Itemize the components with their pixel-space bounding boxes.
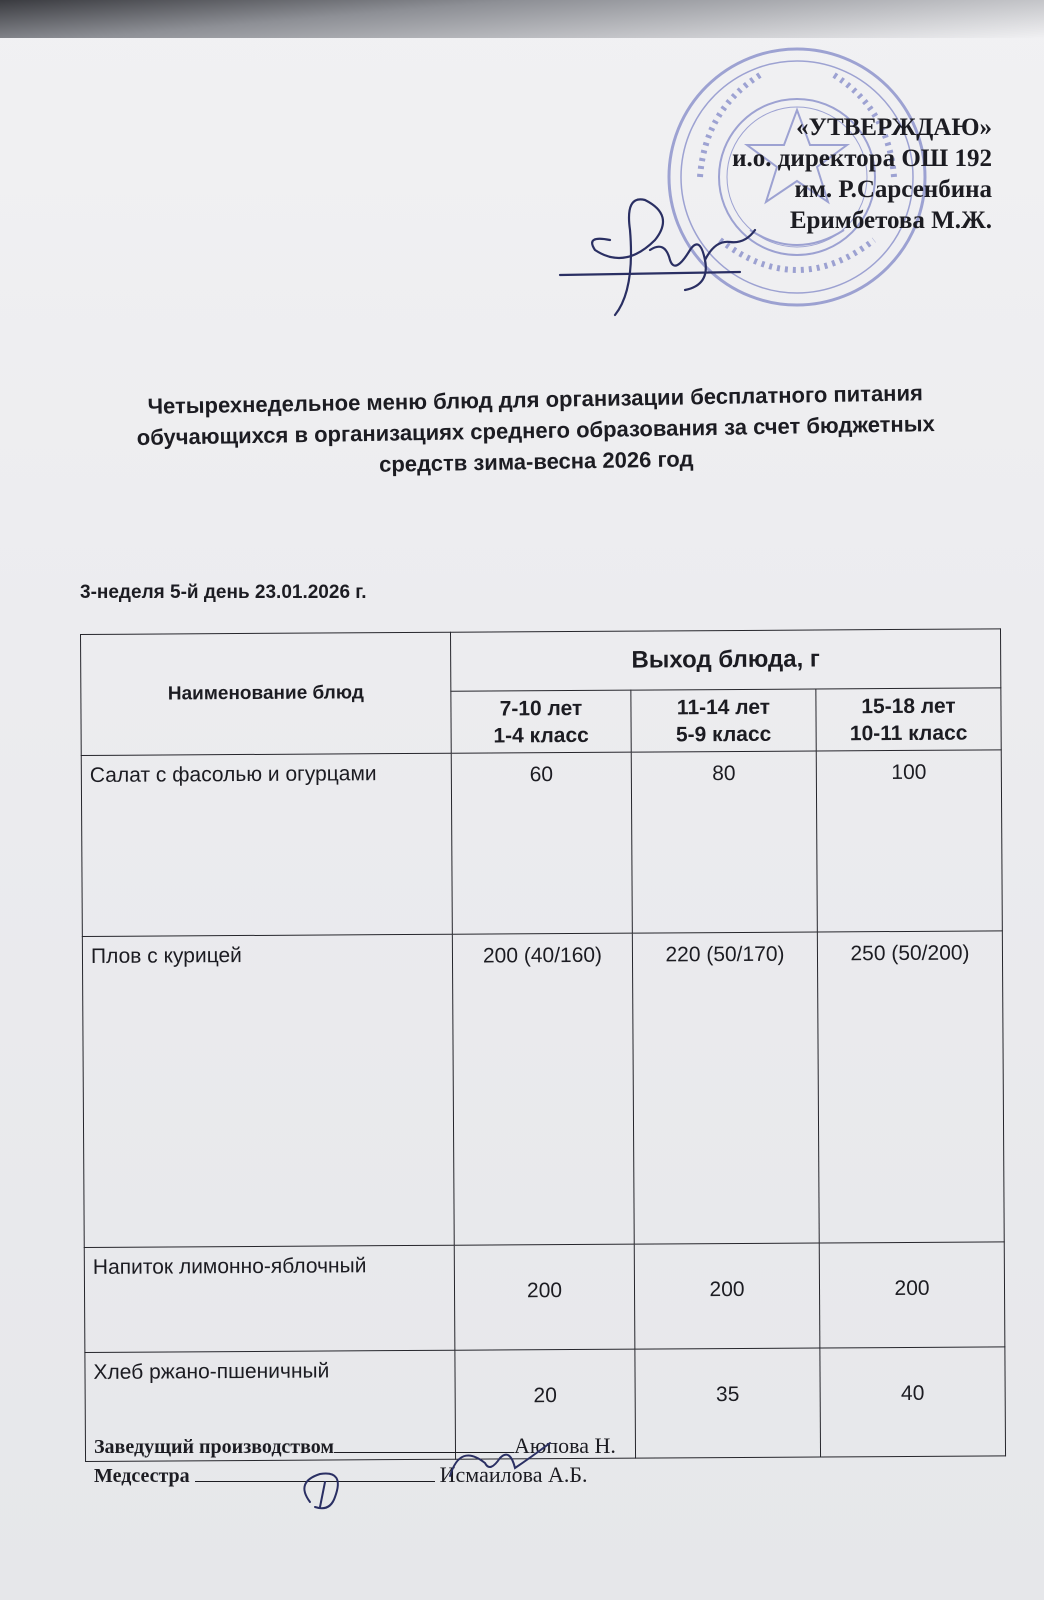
dish-name: Хлеб ржано-пшеничный (85, 1350, 456, 1461)
portion-value: 200 (819, 1242, 1005, 1348)
age-label: 7-10 лет (499, 696, 583, 720)
grade-label: 5-9 класс (675, 722, 772, 746)
table-row (82, 931, 1004, 1248)
binder-edge (0, 0, 1044, 38)
menu-heading (80, 376, 991, 485)
portion-value: 200 (454, 1244, 635, 1350)
portion-value: 250 (50/200) (817, 931, 1004, 1243)
nurse-name: Исмаилова А.Б. (439, 1462, 588, 1487)
grade-label: 10-11 класс (849, 721, 968, 745)
portion-value: 200 (634, 1243, 820, 1349)
director-signature-icon (555, 180, 795, 320)
header-yield: Выход блюда, г (450, 629, 1000, 691)
table-row (84, 1242, 1005, 1353)
head-name: Аюпова Н. (514, 1433, 616, 1458)
grade-label: 1-4 класс (493, 723, 589, 747)
heading-line-3: средств зима-весна 2026 год (378, 446, 694, 477)
header-age-group (631, 689, 816, 752)
menu-table (80, 628, 1006, 1462)
table-row (81, 750, 1002, 937)
portion-value: 35 (635, 1348, 821, 1458)
portion-value: 80 (631, 751, 817, 933)
dish-name: Салат с фасолью и огурцами (81, 753, 452, 936)
heading-line-2: обучающихся в организациях среднего образования за счет бюджетных (136, 411, 935, 451)
approval-school: им. Р.Сарсенбина (794, 176, 992, 203)
day-label: 3-неделя 5-й день 23.01.2026 г. (80, 582, 367, 603)
header-dish-name: Наименование блюд (81, 632, 452, 755)
portion-value: 200 (40/160) (452, 933, 634, 1245)
age-label: 11-14 лет (676, 695, 771, 719)
head-signature-icon (440, 1438, 560, 1488)
portion-value: 60 (451, 752, 632, 934)
dish-name: Напиток лимонно-яблочный (84, 1245, 455, 1352)
approval-position: и.о. директора ОШ 192 (732, 145, 992, 172)
header-age-group (816, 688, 1001, 751)
head-role: Заведущий производством (94, 1436, 335, 1458)
age-label: 15-18 лет (861, 694, 956, 718)
portion-value: 100 (816, 750, 1002, 932)
portion-value: 220 (50/170) (632, 932, 819, 1244)
portion-value: 20 (455, 1349, 636, 1459)
approval-name: Еримбетова М.Ж. (789, 207, 992, 234)
portion-value: 40 (820, 1347, 1006, 1457)
nurse-role: Медсестра (94, 1465, 190, 1487)
approval-title: «УТВЕРЖДАЮ» (796, 114, 992, 141)
dish-name: Плов с курицей (82, 934, 454, 1247)
header-age-group (451, 690, 631, 753)
heading-line-1: Четырехнедельное меню блюд для организации бесплатного питания (147, 380, 924, 419)
nurse-signature-icon (290, 1462, 370, 1522)
